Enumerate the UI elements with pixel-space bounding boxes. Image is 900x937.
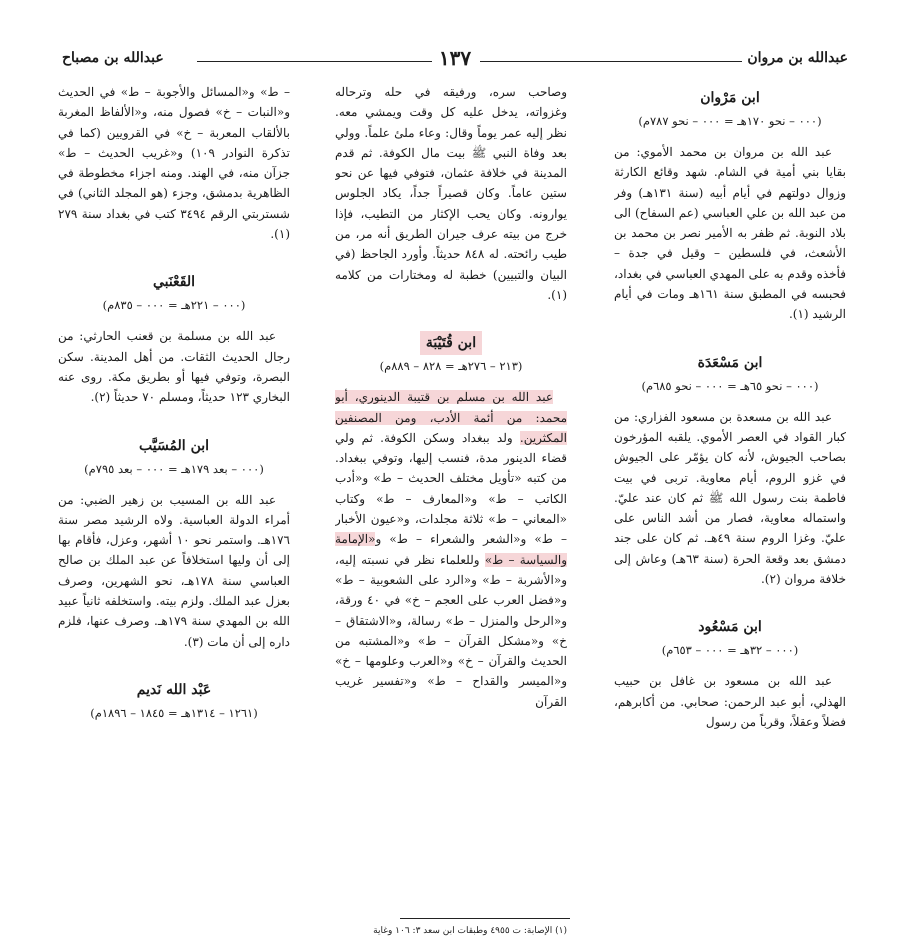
middle-column xyxy=(335,82,567,937)
entry-dates: (٢١٣ – ٢٧٦هـ = ٨٢٨ – ٨٨٩م) xyxy=(379,359,523,374)
entry-dates: (٠٠٠ – ٣٢هـ = ٠٠٠ – ٦٥٣م) xyxy=(661,643,799,658)
left-column xyxy=(58,82,290,937)
entry-dates: (١٢٦١ – ١٣١٤هـ = ١٨٤٥ – ١٨٩٦م) xyxy=(90,705,258,720)
body-text: وللعلماء نظر في نسبته إليه، و«الأشربة – ط» و«الرد على الشعوبية – ط» و«فضل العرب على العجم – خ» في ٤٠ ورقة، و«الرحل والمنزل – ط» رسالة، و«الاشتقاق – خ» و«مشكل القرآن – ط» و«المشتبه من الحديث والقرآن – خ» و«العرب وعلومها – خ» و«الميسر والقداح – ط» و«تفسير غريب القرآن xyxy=(335,552,567,709)
entry-body: عبد الله بن مروان بن محمد الأموي: من بقايا بني أمية في الشام. شهد وقائع الكارثة وزوال دولتهم في أيام أبيه (سنة ١٣١هـ) وفر من عبد الله بن علي العباسي (عم السفاح) الى بلاد النوبة. ثم ظفر به الأمير نصر بن محمد بن الأشعث، في فلسطين – وقيل في جدة – فأخذه وقدم به على المهدي العباسي في بغداد، فحبسه في المطبق سنة ١٦١هـ ومات في أيام الرشيد (١). xyxy=(614,145,846,322)
continued-text: – ط» و«المسائل والأجوبة – ط» في الحديث و«النبات – خ» فصول منه، و«الألفاظ المغربة بالألقاب المعربة – خ» في القرويين (كما في تذكرة النوادر ١٠٩) و«غريب الحديث – ط» جزآن منه، في الهند. ومنه اجزاء مخطوطة في الظاهرية بدمشق، وجزء (هو المجلد الثاني) في شستربتي الرقم ٣٤٩٤ كتب في بغداد سنة ٢٧٩ (١). xyxy=(58,85,290,242)
continued-text: وصاحب سره، ورفيقه في حله وترحاله وغزواته، يدخل عليه كل وقت ويمشي معه. نظر إليه عمر يوماً وقال: وعاء ملئ علماً. وولي بعد وفاة النبي ﷺ بيت مال الكوفة. ثم قدم المدينة في خلافة عثمان، فتوفي فيها عن نحو ستين عاماً. وكان قصيراً جداً، يكاد الجلوس يوارونه. وكان يحب الإكثار من التطيب، فإذا خرج من بيته عرف جيران الطريق أنه مر، من طيب رائحته. له ٨٤٨ حديثاً. وأورد الجاحظ (في البيان والتبيين) خطبة له ومختارات من كلامه (١). xyxy=(335,85,567,302)
entry-title-highlighted xyxy=(335,331,567,355)
body-text: ولد ببغداد وسكن الكوفة. ثم ولي قضاء الدينور مدة، فنسب إليها، وتوفي ببغداد. من كتبه «تأويل مختلف الحديث – ط» و«أدب الكاتب – ط» و«المعارف – ط» وكتاب «المعاني – ط» ثلاثة مجلدات، و«عيون الأخبار – ط» و«الشعر والشعراء – ط» و xyxy=(335,430,567,547)
entry-title: ابن المُسَيَّب xyxy=(138,437,210,454)
entry-body: عبد الله بن مسعدة بن مسعود الفزاري: من كبار القواد في العصر الأموي. يلقبه المؤرخون بصاحب الجيوش، لأنه كان يؤمّر على الجيوش في غزو الروم، أيام معاوية. تربى في بيت فاطمة بنت رسول الله ﷺ ثم كان عند عليّ. واستماله معاوية، فصار من أشد الناس على عليّ. وغزا الروم سنة ٤٩هـ. ثم كان على جند دمشق بعد وقعة الحرة (سنة ٦٣هـ) وعاش إلى خلافة مروان (٢). xyxy=(614,409,846,587)
entry-dates: (٠٠٠ – ٢٢١هـ = ٠٠٠ – ٨٣٥م) xyxy=(102,298,246,313)
page-header xyxy=(62,44,848,74)
page-number: ١٣٧ xyxy=(438,46,472,70)
entry-body: عبد الله بن مسعود بن غافل بن حبيب الهذلي، أبو عبد الرحمن: صحابي. من أكابرهم، فضلاً وعقلاً، وقرباً من رسول xyxy=(614,674,846,729)
entry-body: عبد الله بن مسلمة بن قعنب الحارثي: من رجال الحديث الثقات. من أهل المدينة. سكن البصرة، وتوفي فيها أو بطريق مكة. روى عنه البخاري ١٢٣ حديثاً، ومسلم ٧٠ حديثاً (٢). xyxy=(58,329,290,405)
header-rule-left xyxy=(197,61,432,62)
entry-dates: (٠٠٠ – نحو ٦٥هـ = ٠٠٠ – نحو ٦٨٥م) xyxy=(641,378,819,393)
running-header-right: عبدالله بن مروان xyxy=(747,50,848,66)
right-column xyxy=(614,82,846,937)
entry-title: القَعْنَبي xyxy=(152,274,196,291)
highlighted-text: عبد الله بن مسلم بن قتيبة الدينوري، أبو محمد: من أئمة الأدب، ومن المصنفين المكثرين. xyxy=(335,390,567,445)
entry-title: ابن مَسْعَدَة xyxy=(697,354,763,371)
footnote: (١) الإصابة: ت ٤٩٥٥ وطبقات ابن سعد ٣: ١٠٦ وغاية xyxy=(373,926,567,936)
entry-title: عَبْد الله نَديم xyxy=(136,681,212,698)
highlighted-text: «الإمامة والسياسة – ط» xyxy=(335,532,567,567)
entry-dates: (٠٠٠ – بعد ١٧٩هـ = ٠٠٠ – بعد ٧٩٥م) xyxy=(84,461,264,476)
running-header-left: عبدالله بن مصباح xyxy=(62,50,164,66)
footnote-rule xyxy=(400,918,570,919)
entry-body xyxy=(335,387,567,712)
highlighted-title: ابن قُتَيْبَة xyxy=(420,331,482,355)
entry-body: عبد الله بن المسيب بن زهير الضبي: من أمراء الدولة العباسية. ولاه الرشيد مصر سنة ١٧٦هـ. واستمر نحو ١٠ أشهر، وعزل، فأقام بها إلى أن وليها استخلافاً عن عبد الملك بن صالح العباسي سنة ١٧٨هـ، نحو الشهرين، وصرف بعزل عبد الملك. ولزم بيته. واستخلفه ثانياً عبيد الله بن المهدي سنة ١٧٩هـ. وصرف عنها، فلزم داره إلى أن مات (٣). xyxy=(58,492,290,649)
entry-title: ابن مَسْعُود xyxy=(698,619,762,636)
entry-title: ابن مَرْوان xyxy=(700,90,760,106)
entry-dates: (٠٠٠ – نحو ١٧٠هـ = ٠٠٠ – نحو ٧٨٧م) xyxy=(638,114,822,128)
header-rule-right xyxy=(480,61,742,62)
